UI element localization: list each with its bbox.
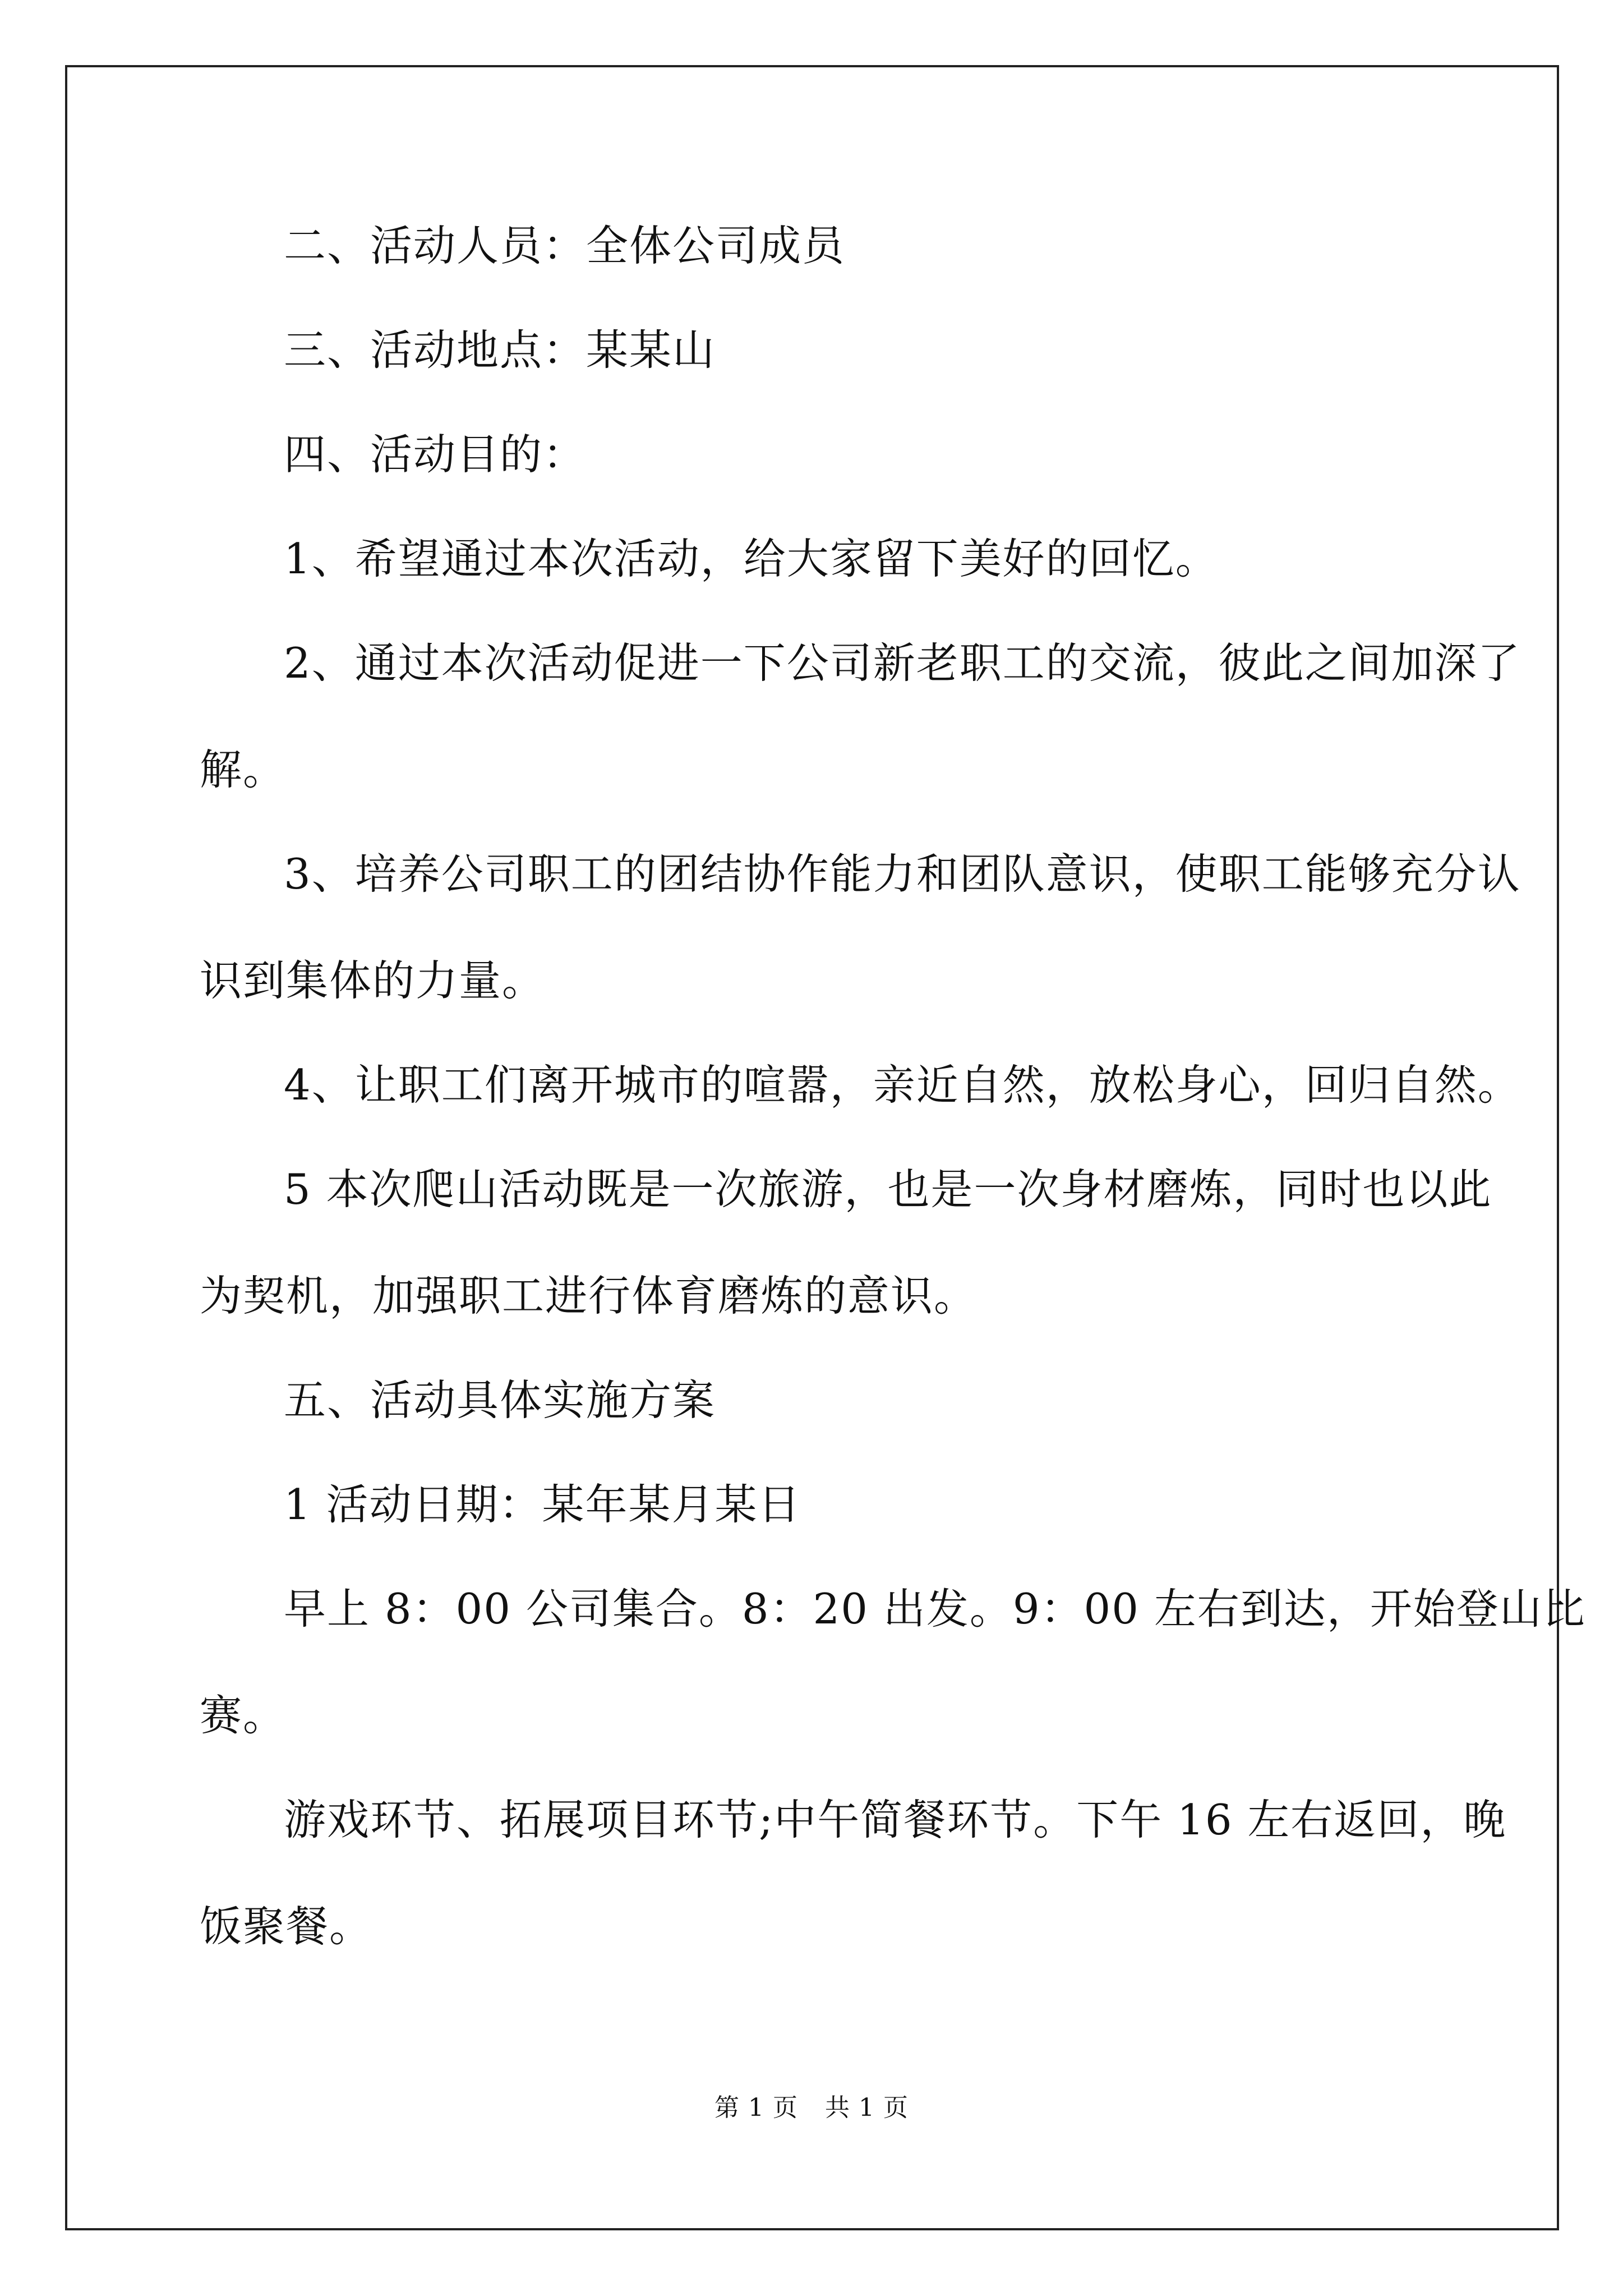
purpose-item-2-line-1: 2、通过本次活动促进一下公司新老职工的交流，彼此之间加深了 <box>284 638 1521 688</box>
purpose-item-3-line-2: 识到集体的力量。 <box>200 956 546 1005</box>
schedule-afternoon-line-2: 饭聚餐。 <box>200 1902 373 1951</box>
purpose-item-5-line-1: 5 本次爬山活动既是一次旅游，也是一次身材磨炼，同时也以此 <box>284 1165 1492 1214</box>
page-number: 第 1 页 <box>714 2093 798 2122</box>
page-footer <box>0 2091 1623 2125</box>
schedule-morning-line-2: 赛。 <box>200 1691 287 1740</box>
purpose-item-1: 1、希望通过本次活动，给大家留下美好的回忆。 <box>284 534 1219 583</box>
document-body <box>200 219 1586 2004</box>
purpose-item-3-line-1: 3、培养公司职工的团结协作能力和团队意识，使职工能够充分认 <box>284 849 1521 899</box>
purpose-item-5 <box>200 1162 1492 1323</box>
purpose-item-5-line-2: 为契机，加强职工进行体育磨炼的意识。 <box>200 1271 978 1320</box>
purpose-item-3 <box>200 847 1521 1007</box>
schedule-afternoon-line-1: 游戏环节、拓展项目环节;中午简餐环节。下午 16 左右返回，晚 <box>284 1795 1507 1844</box>
page-total: 共 1 页 <box>825 2093 909 2122</box>
schedule-morning <box>200 1582 1586 1742</box>
schedule-morning-line-1: 早上 8：00 公司集合。8：20 出发。9：00 左右到达，开始登山比 <box>284 1584 1586 1634</box>
purpose-item-2 <box>200 636 1521 797</box>
section-implementation-heading: 五、活动具体实施方案 <box>284 1375 716 1425</box>
section-location: 三、活动地点：某某山 <box>284 325 716 375</box>
purpose-item-2-line-2: 解。 <box>200 745 287 794</box>
schedule-afternoon <box>200 1793 1507 1953</box>
activity-date: 1 活动日期：某年某月某日 <box>284 1480 801 1529</box>
purpose-item-4: 4、让职工们离开城市的喧嚣，亲近自然，放松身心，回归自然。 <box>284 1060 1521 1110</box>
section-purpose-heading: 四、活动目的： <box>284 430 587 479</box>
section-participants: 二、活动人员：全体公司成员 <box>284 221 846 270</box>
